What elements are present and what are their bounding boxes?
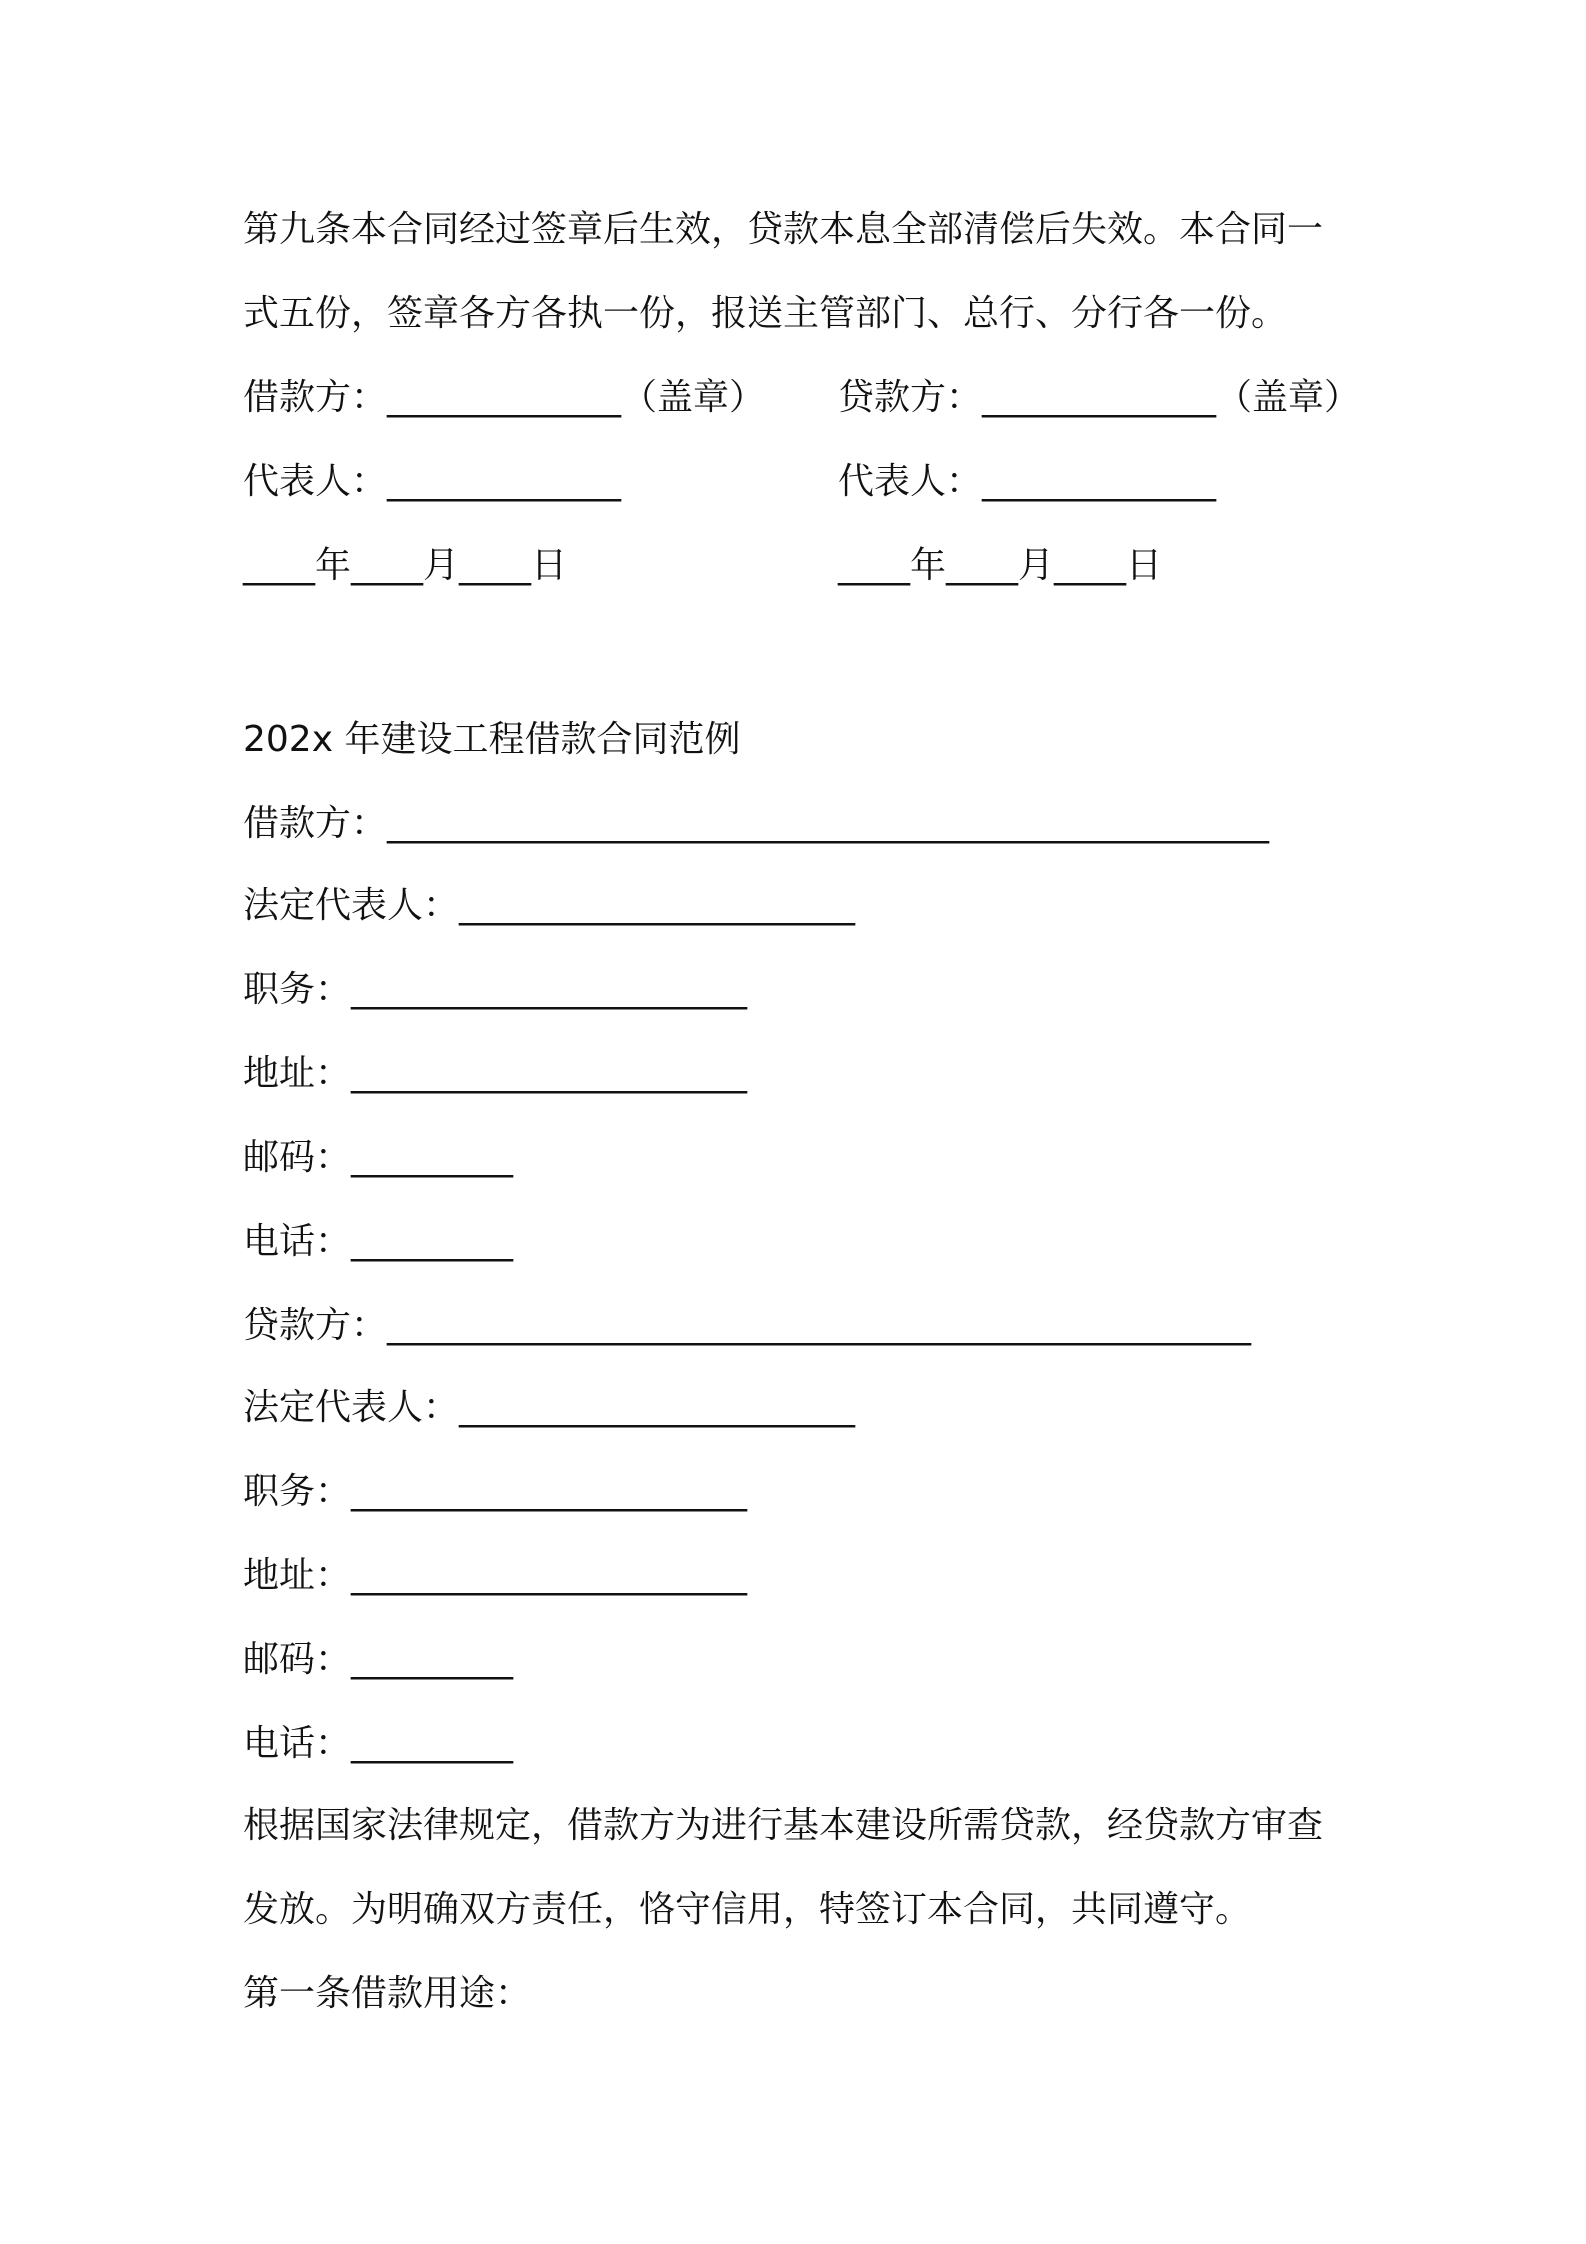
borrower-representative-line: 代表人：_____________ [243,461,622,502]
clause1-heading: 第一条借款用途： [243,1973,532,2014]
lender-legal-rep-line: 法定代表人：______________________ [243,1387,856,1428]
borrower-address-line: 地址：______________________ [243,1053,748,1094]
lender-phone-line: 电话：_________ [243,1723,514,1764]
lender-date-line: ____年____月____日 [838,545,1163,586]
lender-postcode-line: 邮码：_________ [243,1639,514,1680]
borrower-name-line: 借款方：_________________________________________________ [243,803,1269,844]
lender-seal-line: 贷款方：_____________（盖章） [838,377,1361,418]
preamble-line1: 根据国家法律规定，借款方为进行基本建设所需贷款，经贷款方审查 [243,1805,1324,1846]
borrower-date-line: ____年____月____日 [243,545,568,586]
borrower-seal-line: 借款方：_____________（盖章） [243,377,766,418]
borrower-phone-line: 电话：_________ [243,1221,514,1262]
lender-position-line: 职务：______________________ [243,1471,748,1512]
lender-representative-line: 代表人：_____________ [838,461,1217,502]
borrower-position-line: 职务：______________________ [243,969,748,1010]
lender-name-line: 贷款方：________________________________________________ [243,1305,1252,1346]
clause9-line1: 第九条本合同经过签章后生效，贷款本息全部清偿后失效。本合同一 [243,209,1324,250]
lender-address-line: 地址：______________________ [243,1555,748,1596]
borrower-postcode-line: 邮码：_________ [243,1137,514,1178]
borrower-legal-rep-line: 法定代表人：______________________ [243,885,856,926]
contract-title: 202x 年建设工程借款合同范例 [243,719,741,760]
preamble-line2: 发放。为明确双方责任，恪守信用，特签订本合同，共同遵守。 [243,1889,1252,1930]
clause9-line2: 式五份，签章各方各执一份，报送主管部门、总行、分行各一份。 [243,293,1288,334]
